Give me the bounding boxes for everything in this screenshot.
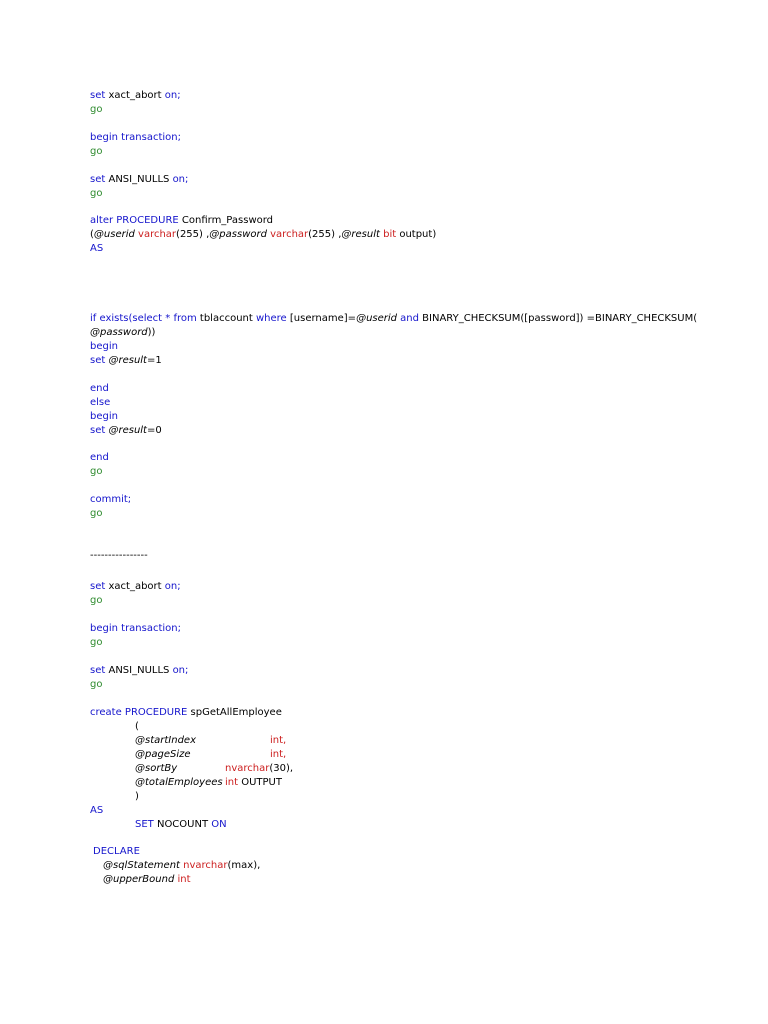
code-line: @totalEmployees int OUTPUT bbox=[135, 777, 282, 788]
code-line: @startIndex int, bbox=[135, 735, 287, 746]
code-line: go bbox=[90, 146, 103, 157]
code-line: set xact_abort on; bbox=[90, 90, 181, 101]
code-line: create PROCEDURE spGetAllEmployee bbox=[90, 707, 282, 718]
code-line: ( bbox=[135, 721, 139, 732]
code-line: else bbox=[90, 397, 111, 408]
code-line: end bbox=[90, 383, 109, 394]
code-line: ) bbox=[135, 791, 139, 802]
code-line: begin bbox=[90, 411, 118, 422]
code-line: go bbox=[90, 679, 103, 690]
code-line: go bbox=[90, 595, 103, 606]
code-line: if exists(select * from tblaccount where [username]=@userid and BINARY_CHECKSUM([password]) =BINARY_CHECKSUM( bbox=[90, 313, 698, 324]
code-line: @pageSize int, bbox=[135, 749, 287, 760]
code-line: set @result=0 bbox=[90, 425, 162, 436]
code-line: begin transaction; bbox=[90, 132, 182, 143]
code-line: set @result=1 bbox=[90, 355, 162, 366]
code-line: (@userid varchar(255) ,@password varchar(255) ,@result bit output) bbox=[90, 229, 437, 240]
code-line: set ANSI_NULLS on; bbox=[90, 174, 189, 185]
code-line: @sortBy nvarchar(30), bbox=[135, 763, 294, 774]
code-line: go bbox=[90, 466, 103, 477]
code-line: set ANSI_NULLS on; bbox=[90, 665, 189, 676]
code-line: AS bbox=[90, 805, 104, 816]
code-line: DECLARE bbox=[93, 846, 140, 857]
code-line: begin bbox=[90, 341, 118, 352]
code-line: alter PROCEDURE Confirm_Password bbox=[90, 215, 274, 226]
code-line: commit; bbox=[90, 494, 132, 505]
code-line: go bbox=[90, 104, 103, 115]
separator: ---------------- bbox=[90, 550, 148, 561]
code-line: @password)) bbox=[90, 327, 156, 338]
code-line: go bbox=[90, 508, 103, 519]
code-line: @sqlStatement nvarchar(max), bbox=[103, 860, 261, 871]
code-line: go bbox=[90, 188, 103, 199]
code-line: AS bbox=[90, 243, 104, 254]
code-line: SET NOCOUNT ON bbox=[135, 819, 227, 830]
code-line: end bbox=[90, 452, 109, 463]
code-line: go bbox=[90, 637, 103, 648]
code-line: begin transaction; bbox=[90, 623, 182, 634]
code-line: set xact_abort on; bbox=[90, 581, 181, 592]
code-line: @upperBound int bbox=[103, 874, 191, 885]
